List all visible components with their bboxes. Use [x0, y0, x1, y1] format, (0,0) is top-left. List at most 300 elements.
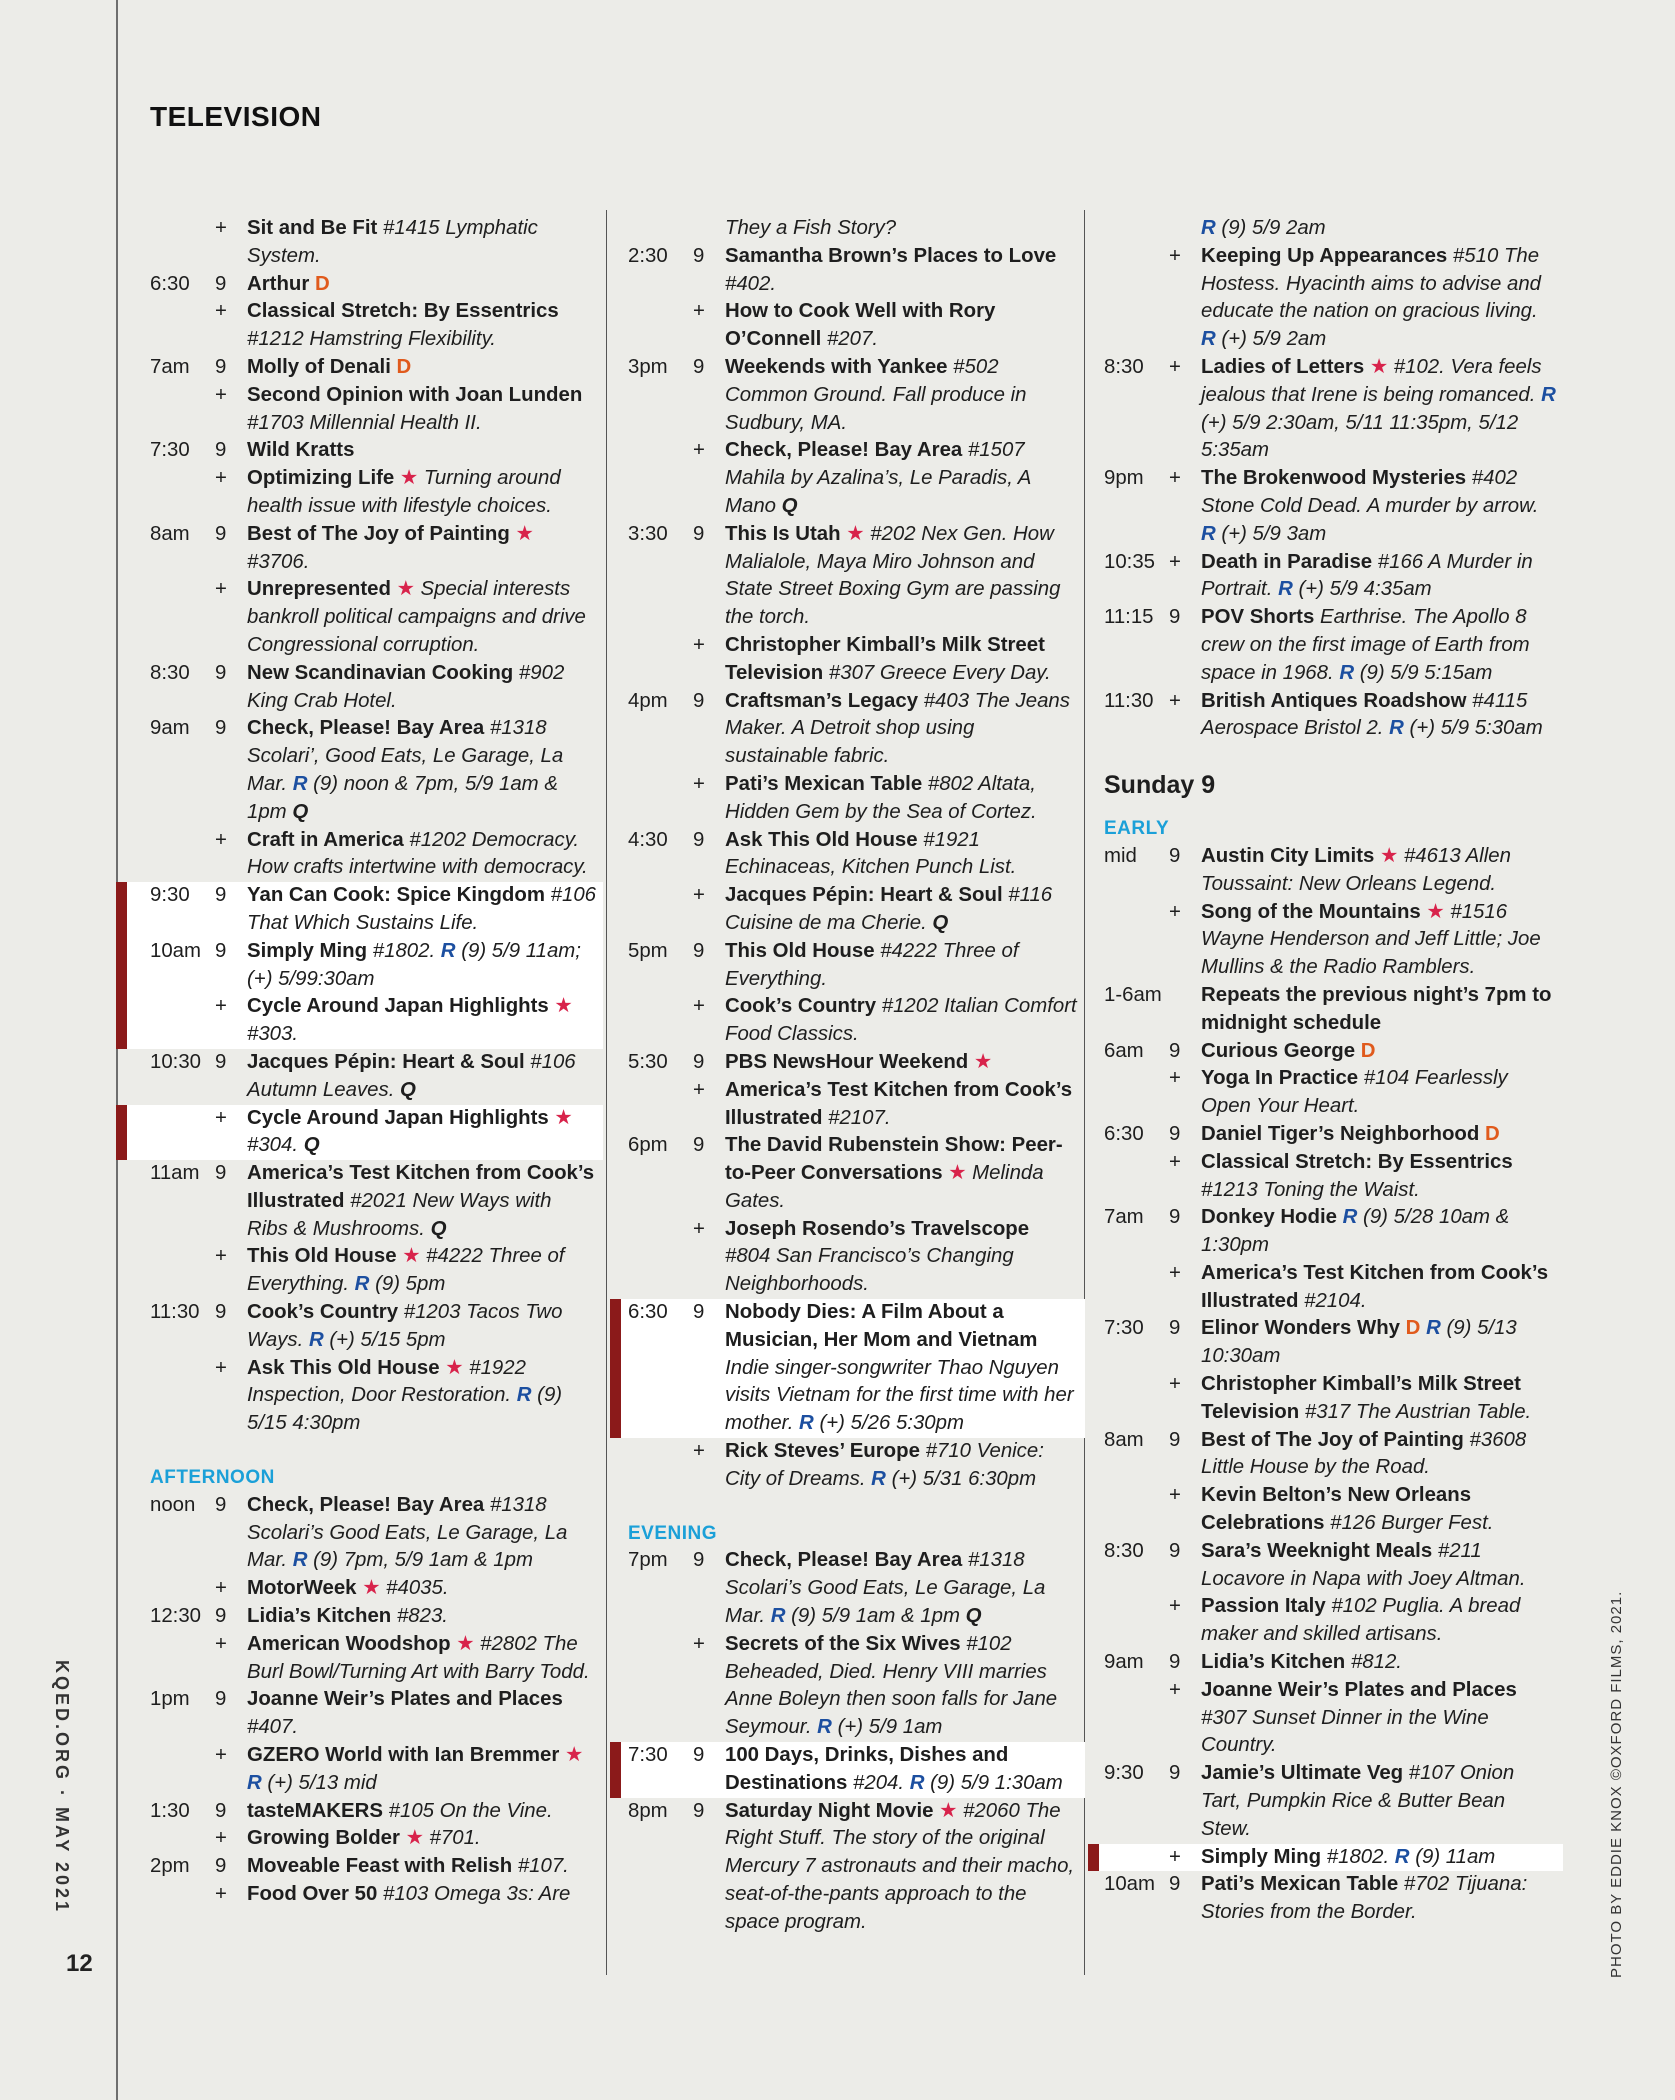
- program-listing: [247, 1825, 603, 1853]
- program-title: Yoga In Practice: [1201, 1067, 1359, 1090]
- time-slot: [628, 993, 693, 1049]
- schedule-row: [1088, 1677, 1563, 1760]
- program-listing: [1201, 1538, 1563, 1594]
- program-title: Moveable Feast with Relish: [247, 1855, 513, 1878]
- program-listing: [725, 771, 1085, 827]
- schedule-row: [610, 938, 1085, 994]
- program-listing: [1201, 982, 1563, 1038]
- program-listing: [247, 1631, 603, 1687]
- program-listing: [725, 521, 1085, 632]
- program-description: #1202 Democracy. How crafts intertwine with democracy.: [247, 828, 588, 879]
- program-listing: [247, 437, 603, 465]
- program-listing: [1201, 688, 1563, 744]
- program-description: #102. Vera feels jealous that Irene is being romanced. R (+) 5/9 2:30am, 5/11 11:35pm, 5/12 5:35am: [1201, 355, 1556, 462]
- schedule-row: [1088, 1065, 1563, 1121]
- program-listing: [247, 827, 603, 883]
- channel: +: [1169, 1150, 1181, 1173]
- program-description: #2021 New Ways with Ribs & Mushrooms. Q: [247, 1189, 552, 1240]
- channel: 9: [215, 884, 227, 907]
- program-description: #307 Greece Every Day.: [823, 661, 1051, 684]
- program-listing: [1201, 1121, 1563, 1149]
- time-slot: [628, 771, 693, 827]
- schedule-row: [1088, 843, 1563, 899]
- program-title: Passion Italy: [1201, 1595, 1326, 1618]
- program-description: #4035.: [380, 1577, 449, 1600]
- channel: +: [215, 1632, 227, 1655]
- schedule-row: [116, 1603, 603, 1631]
- program-listing: [247, 354, 603, 382]
- program-description: #106 Autumn Leaves. Q: [247, 1050, 576, 1101]
- time-slot: 4:30: [628, 828, 668, 851]
- time-slot: [150, 382, 215, 438]
- descriptive-video-icon: D: [1479, 1122, 1500, 1145]
- time-slot: mid: [1104, 844, 1137, 867]
- schedule-row: [1088, 1038, 1563, 1066]
- program-listing: [247, 882, 603, 938]
- time-slot: [150, 1631, 215, 1687]
- channel: 9: [215, 717, 227, 740]
- time-slot: 6am: [1104, 1039, 1144, 1062]
- channel: [693, 215, 725, 243]
- schedule-row: [116, 1105, 603, 1161]
- channel: +: [693, 995, 705, 1018]
- channel: 9: [693, 1134, 705, 1157]
- program-listing: [725, 1438, 1085, 1494]
- program-title: MotorWeek: [247, 1577, 357, 1600]
- program-listing: [725, 1049, 1085, 1077]
- schedule-row: [610, 1216, 1085, 1299]
- program-listing: [247, 1798, 603, 1826]
- schedule-row: [610, 243, 1085, 299]
- program-listing: [725, 938, 1085, 994]
- schedule-row: [1088, 1371, 1563, 1427]
- schedule-row: [116, 521, 603, 577]
- program-description: #2060 The Right Stuff. The story of the original Mercury 7 astronauts and their macho, seat-of-the-pants approach to the space program.: [725, 1799, 1075, 1933]
- program-title: Kevin Belton’s New Orleans Celebrations: [1201, 1484, 1472, 1535]
- program-title: Sara’s Weeknight Meals: [1201, 1539, 1433, 1562]
- time-slot: 8:30: [1104, 355, 1144, 378]
- program-listing: [1201, 1844, 1563, 1872]
- channel: +: [693, 300, 705, 323]
- channel: 9: [215, 1855, 227, 1878]
- program-listing: [247, 1049, 603, 1105]
- program-title: Repeats the previous night’s 7pm to midnight schedule: [1201, 983, 1552, 1034]
- program-description: #207.: [821, 328, 878, 351]
- time-slot: 2pm: [150, 1855, 190, 1878]
- time-slot: 5pm: [628, 939, 668, 962]
- channel: +: [1169, 1261, 1181, 1284]
- program-title: This Is Utah: [725, 522, 841, 545]
- time-slot: [628, 632, 693, 688]
- time-slot: [1104, 1677, 1169, 1760]
- program-listing: [247, 465, 603, 521]
- schedule-row: [1088, 688, 1563, 744]
- channel: +: [693, 439, 705, 462]
- schedule-row: [610, 993, 1085, 1049]
- program-title: Food Over 50: [247, 1883, 378, 1906]
- program-description: R (9) 5/28 10am & 1:30pm: [1201, 1206, 1510, 1257]
- program-title: Growing Bolder: [247, 1827, 400, 1850]
- program-title: Saturday Night Movie: [725, 1799, 934, 1822]
- program-description: #823.: [391, 1605, 448, 1628]
- time-slot: 8am: [1104, 1428, 1144, 1451]
- channel: +: [215, 1827, 227, 1850]
- program-description: #116 Cuisine de ma Cherie. Q: [725, 884, 1053, 934]
- program-description: #1202 Italian Comfort Food Classics.: [725, 995, 1077, 1046]
- program-description: #4115 Aerospace Bristol 2. R (+) 5/9 5:30am: [1201, 689, 1543, 740]
- program-description: #2104.: [1298, 1289, 1367, 1312]
- program-listing: [247, 1853, 603, 1881]
- channel: +: [693, 633, 705, 656]
- program-description: #2107.: [822, 1106, 891, 1129]
- schedule-row: [116, 215, 603, 271]
- program-description: #403 The Jeans Maker. A Detroit shop using sustainable fabric.: [725, 689, 1070, 768]
- descriptive-video-icon: D: [1355, 1039, 1376, 1062]
- channel: 9: [693, 1744, 705, 1767]
- schedule-row: [116, 1355, 603, 1438]
- program-listing: [1201, 465, 1563, 548]
- schedule-row: [116, 1631, 603, 1687]
- star-icon: ★: [394, 467, 419, 490]
- time-slot: [1104, 1371, 1169, 1427]
- channel: 9: [215, 1605, 227, 1628]
- schedule-row: [610, 1438, 1085, 1494]
- time-slot: 10am: [150, 939, 202, 962]
- program-title: Weekends with Yankee: [725, 355, 948, 378]
- channel: +: [1169, 1678, 1181, 1701]
- time-slot: [628, 882, 693, 938]
- time-slot: [1104, 1149, 1169, 1205]
- program-listing: [1201, 1482, 1563, 1538]
- time-slot: 1-6am: [1104, 983, 1162, 1006]
- program-title: Joanne Weir’s Plates and Places: [247, 1688, 563, 1711]
- time-slot: 1pm: [150, 1688, 190, 1711]
- program-listing: [1201, 1427, 1563, 1483]
- program-title: Cook’s Country: [247, 1301, 399, 1324]
- star-icon: ★: [399, 1827, 424, 1850]
- program-title: America’s Test Kitchen from Cook’s Illustrated: [1201, 1261, 1549, 1312]
- program-description: #202 Nex Gen. How Malialole, Maya Miro Johnson and State Street Boxing Gym are passing the torch.: [725, 522, 1061, 629]
- program-listing: [1201, 1204, 1563, 1260]
- time-slot: [628, 1077, 693, 1133]
- program-title: Nobody Dies: A Film About a Musician, Her Mom and Vietnam: [725, 1301, 1038, 1351]
- program-description: #1212 Hamstring Flexibility.: [247, 328, 496, 351]
- channel: +: [693, 1632, 705, 1655]
- program-description: Special interests bankroll political campaigns and drive Congressional corruption.: [247, 578, 586, 656]
- program-description: #1922 Inspection, Door Restoration. R (9) 5/15 4:30pm: [247, 1356, 563, 1435]
- program-listing: [725, 1077, 1085, 1133]
- program-listing: [1201, 1871, 1563, 1927]
- star-icon: ★: [356, 1577, 381, 1600]
- schedule-row: [610, 771, 1085, 827]
- time-slot: [150, 1825, 215, 1853]
- program-description: #1213 Toning the Waist.: [1201, 1178, 1420, 1201]
- channel: 9: [215, 1162, 227, 1185]
- schedule-row: [1088, 354, 1563, 465]
- schedule-row: [116, 827, 603, 883]
- time-slot: 7:30: [1104, 1317, 1144, 1340]
- program-listing: [247, 298, 603, 354]
- program-listing: [1201, 843, 1563, 899]
- program-description: #701.: [423, 1827, 481, 1850]
- star-icon: ★: [1364, 355, 1389, 378]
- channel: 9: [1169, 1039, 1181, 1062]
- channel: 9: [215, 439, 227, 462]
- program-description: #104 Fearlessly Open Your Heart.: [1201, 1067, 1508, 1118]
- schedule-row: [116, 1825, 603, 1853]
- program-description: #402.: [725, 272, 777, 295]
- time-slot: 5:30: [628, 1050, 668, 1073]
- star-icon: ★: [509, 522, 534, 545]
- time-slot: 8:30: [150, 661, 190, 684]
- schedule-column-1: [116, 215, 603, 1909]
- program-title: This Old House: [725, 939, 875, 962]
- schedule-row: [116, 882, 603, 938]
- program-description: #1318 Scolari’, Good Eats, Le Garage, La Mar. R (9) noon & 7pm, 5/9 1am & 1pm Q: [247, 717, 564, 823]
- schedule-column-3: [1088, 215, 1563, 1927]
- schedule-row: [1088, 1844, 1563, 1872]
- program-description: #1516 Wayne Henderson and Jeff Little; Joe Mullins & the Radio Ramblers.: [1201, 900, 1541, 979]
- program-description: #804 San Francisco’s Changing Neighborhoods.: [725, 1245, 1014, 1296]
- time-slot: 7:30: [628, 1744, 668, 1767]
- time-slot: [150, 215, 215, 271]
- time-slot: [150, 465, 215, 521]
- channel: 9: [215, 939, 227, 962]
- schedule-row: [116, 1243, 603, 1299]
- schedule-row: [610, 1631, 1085, 1742]
- schedule-row: [1088, 549, 1563, 605]
- channel: 9: [1169, 1539, 1181, 1562]
- schedule-row: [116, 1742, 603, 1798]
- channel: +: [215, 1883, 227, 1906]
- schedule-row: [1088, 1760, 1563, 1843]
- channel: 9: [693, 939, 705, 962]
- program-listing: [247, 1686, 603, 1742]
- program-description: #502 Common Ground. Fall produce in Sudbury, MA.: [725, 355, 1027, 434]
- program-listing: [247, 1243, 603, 1299]
- time-slot: 3:30: [628, 522, 668, 545]
- star-icon: ★: [450, 1632, 475, 1655]
- time-slot: [150, 1742, 215, 1798]
- schedule-row: [1088, 243, 1563, 354]
- program-description: #710 Venice: City of Dreams. R (+) 5/31 6:30pm: [725, 1440, 1044, 1490]
- time-slot: 1:30: [150, 1799, 190, 1822]
- channel: +: [1169, 244, 1181, 267]
- program-title: Best of The Joy of Painting: [247, 522, 510, 545]
- schedule-row: [610, 1132, 1085, 1215]
- program-description: #107 Onion Tart, Pumpkin Rice & Butter Bean Stew.: [1201, 1762, 1515, 1840]
- schedule-row: [1088, 1204, 1563, 1260]
- channel: +: [1169, 900, 1181, 923]
- program-title: America’s Test Kitchen from Cook’s Illustrated: [247, 1162, 595, 1212]
- time-slot: [1104, 215, 1169, 243]
- channel: 9: [1169, 1206, 1181, 1229]
- schedule-row: [1088, 604, 1563, 687]
- schedule-row: [610, 882, 1085, 938]
- program-title: Check, Please! Bay Area: [247, 1493, 485, 1516]
- program-listing: [247, 271, 603, 299]
- time-slot: 12:30: [150, 1605, 202, 1628]
- channel: 9: [1169, 1428, 1181, 1451]
- program-title: Secrets of the Six Wives: [725, 1632, 961, 1655]
- time-slot: [628, 298, 693, 354]
- time-slot: [150, 1243, 215, 1299]
- schedule-row: [610, 298, 1085, 354]
- schedule-row: [1088, 1121, 1563, 1149]
- schedule-row: [116, 1686, 603, 1742]
- program-listing: [1201, 1065, 1563, 1121]
- time-slot: [1104, 1593, 1169, 1649]
- schedule-row: [116, 1299, 603, 1355]
- program-title: Molly of Denali: [247, 355, 391, 378]
- program-description: Melinda Gates.: [725, 1162, 1044, 1212]
- channel: +: [215, 300, 227, 323]
- program-description: #902 King Crab Hotel.: [247, 661, 565, 712]
- time-slot: 9am: [1104, 1651, 1144, 1674]
- program-description: #126 Burger Fest.: [1324, 1512, 1494, 1535]
- column-divider: [606, 210, 607, 1975]
- program-listing: [1201, 1677, 1563, 1760]
- program-title: Austin City Limits: [1201, 844, 1375, 867]
- schedule-row: [1088, 1649, 1563, 1677]
- schedule-row: [116, 1798, 603, 1826]
- program-listing: [247, 938, 603, 994]
- schedule-row: [1088, 1593, 1563, 1649]
- time-slot: [150, 1355, 215, 1438]
- program-listing: [725, 1299, 1085, 1438]
- program-title: Arthur: [247, 272, 310, 295]
- program-title: Death in Paradise: [1201, 550, 1373, 573]
- time-slot: [1104, 1844, 1169, 1872]
- program-listing: [247, 1160, 603, 1243]
- program-title: Samantha Brown’s Places to Love: [725, 244, 1057, 267]
- program-listing: [1201, 1315, 1563, 1371]
- channel: +: [215, 578, 227, 601]
- program-description: #1802. R (9) 11am: [1321, 1845, 1496, 1868]
- time-slot: 4pm: [628, 689, 668, 712]
- time-slot: 9:30: [1104, 1762, 1144, 1785]
- schedule-row: [610, 1049, 1085, 1077]
- program-title: Jacques Pépin: Heart & Soul: [247, 1050, 525, 1073]
- time-slot: 7am: [1104, 1206, 1144, 1229]
- program-title: How to Cook Well with Rory O’Connell: [725, 300, 996, 351]
- time-slot: 6:30: [150, 272, 190, 295]
- program-listing: [1201, 1038, 1563, 1066]
- program-listing: [1201, 1593, 1563, 1649]
- schedule-row: [610, 1742, 1085, 1798]
- channel: 9: [1169, 1122, 1181, 1145]
- program-listing: [247, 1881, 603, 1909]
- channel: 9: [693, 244, 705, 267]
- channel: +: [215, 1744, 227, 1767]
- program-title: New Scandinavian Cooking: [247, 661, 514, 684]
- time-slot: [628, 1631, 693, 1742]
- schedule-row: [116, 382, 603, 438]
- schedule-row: [1088, 465, 1563, 548]
- program-description: #812.: [1345, 1651, 1402, 1674]
- schedule-column-2: [610, 215, 1085, 1937]
- program-listing: [247, 1603, 603, 1631]
- program-title: Classical Stretch: By Essentrics: [1201, 1150, 1513, 1173]
- time-slot: 3pm: [628, 355, 668, 378]
- star-icon: ★: [1374, 844, 1399, 867]
- time-slot: [150, 827, 215, 883]
- program-listing: [725, 1742, 1085, 1798]
- time-slot: [628, 215, 693, 243]
- time-slot: 9am: [150, 717, 190, 740]
- program-description: #307 Sunset Dinner in the Wine Country.: [1201, 1706, 1489, 1757]
- schedule-row: [1088, 1315, 1563, 1371]
- channel: +: [693, 884, 705, 907]
- time-slot: [150, 1575, 215, 1603]
- schedule-row: [1088, 215, 1563, 243]
- program-title: Check, Please! Bay Area: [725, 439, 963, 462]
- channel: 9: [215, 1050, 227, 1073]
- star-icon: ★: [390, 578, 415, 601]
- program-listing: [725, 215, 1085, 243]
- day-heading: Sunday 9: [1104, 771, 1216, 800]
- program-description: #3706.: [247, 550, 310, 573]
- time-slot: 10:35: [1104, 550, 1156, 573]
- program-listing: [247, 1299, 603, 1355]
- star-icon: ★: [396, 1245, 421, 1268]
- program-title: Lidia’s Kitchen: [247, 1605, 392, 1628]
- time-slot: [150, 298, 215, 354]
- program-description: #402 Stone Cold Dead. A murder by arrow. R (+) 5/9 3am: [1201, 467, 1539, 545]
- channel: 9: [215, 1688, 227, 1711]
- program-description: #4613 Allen Toussaint: New Orleans Legend.: [1201, 844, 1511, 895]
- program-description: #166 A Murder in Portrait. R (+) 5/9 4:35am: [1201, 550, 1533, 601]
- time-slot: [1104, 1260, 1169, 1316]
- program-description: #2802 The Burl Bowl/Turning Art with Barry Todd.: [247, 1632, 590, 1683]
- schedule-row: [610, 1798, 1085, 1937]
- channel: +: [215, 217, 227, 239]
- program-description: #1703 Millennial Health II.: [247, 411, 482, 434]
- time-slot: 11:15: [1104, 606, 1154, 629]
- channel: +: [693, 1217, 705, 1240]
- channel: +: [1169, 1595, 1181, 1618]
- channel: 9: [215, 272, 227, 295]
- schedule-row: [610, 632, 1085, 688]
- star-icon: ★: [548, 1106, 573, 1129]
- channel: 9: [1169, 1762, 1181, 1785]
- program-title: Joseph Rosendo’s Travelscope: [725, 1217, 1030, 1240]
- channel: +: [1169, 1484, 1181, 1507]
- channel: 9: [693, 1050, 705, 1073]
- program-title: Ask This Old House: [725, 828, 918, 851]
- program-listing: [1201, 1260, 1563, 1316]
- channel: 9: [693, 1549, 705, 1572]
- program-title: Ladies of Letters: [1201, 355, 1365, 378]
- program-listing: [1201, 1149, 1563, 1205]
- schedule-row: [1088, 1260, 1563, 1316]
- schedule-row: [1088, 1482, 1563, 1538]
- time-slot: [628, 1438, 693, 1494]
- program-title: Elinor Wonders Why: [1201, 1317, 1401, 1340]
- program-title: Best of The Joy of Painting: [1201, 1428, 1464, 1451]
- program-description: #103 Omega 3s: Are: [377, 1883, 571, 1906]
- program-title: GZERO World with Ian Bremmer: [247, 1744, 560, 1767]
- program-title: This Old House: [247, 1245, 397, 1268]
- descriptive-video-icon: D: [1400, 1317, 1421, 1340]
- program-listing: [1201, 549, 1563, 605]
- program-title: Unrepresented: [247, 578, 391, 601]
- program-description: Indie singer-songwriter Thao Nguyen visits Vietnam for the first time with her mother. R (+) 5/26 5:30pm: [725, 1356, 1074, 1435]
- program-title: Craft in America: [247, 828, 404, 851]
- channel: 9: [215, 1301, 227, 1324]
- program-listing: [247, 993, 603, 1049]
- program-description: #4222 Three of Everything. R (9) 5pm: [247, 1245, 565, 1296]
